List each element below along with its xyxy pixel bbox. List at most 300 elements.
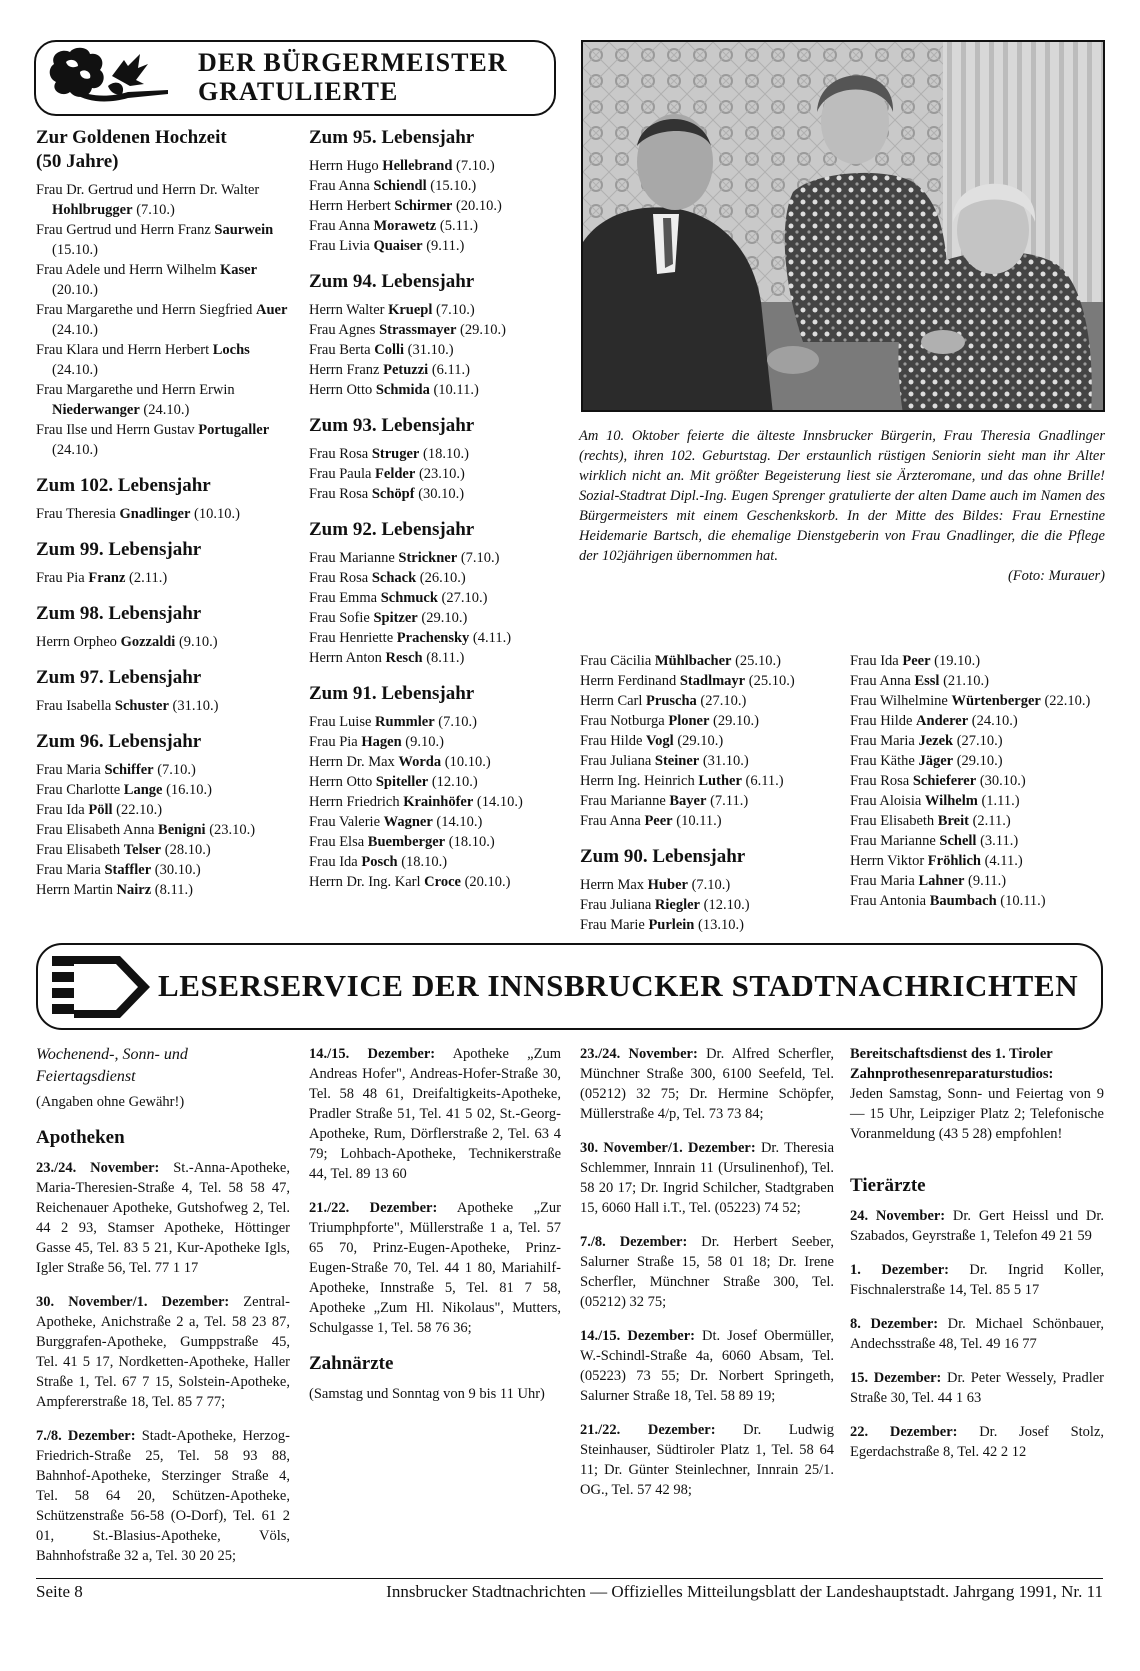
entry-date: 8. Dezember: xyxy=(850,1316,939,1332)
entry-prefix: Frau Käthe xyxy=(850,753,919,769)
entry-prefix: Frau Berta xyxy=(309,342,375,358)
entry-surname: Gnadlinger xyxy=(119,506,191,522)
entry-surname: Bayer xyxy=(669,793,707,809)
entry-prefix: Herrn Orpheo xyxy=(36,634,121,650)
list-item xyxy=(36,340,294,380)
entry-prefix: Frau Maria xyxy=(850,733,919,749)
photo-caption xyxy=(579,426,1105,586)
list-item xyxy=(36,420,294,460)
entry-date: (1.11.) xyxy=(977,793,1020,809)
entry-prefix: Herrn Max xyxy=(580,877,648,893)
entry-date: 30. November/1. Dezember: xyxy=(36,1294,230,1310)
list-item xyxy=(36,300,294,340)
tierarzt-entry-3 xyxy=(850,1314,1104,1354)
entry-surname: Telser xyxy=(123,842,162,858)
entry-date: 23./24. November: xyxy=(36,1160,160,1176)
entry-date: (27.10.) xyxy=(953,733,1003,749)
entry-date: 24. November: xyxy=(850,1208,946,1224)
list-item xyxy=(580,771,838,791)
entry-prefix: Frau Elisabeth xyxy=(36,842,124,858)
entry-prefix: Herrn Walter xyxy=(309,302,389,318)
entry-surname: Colli xyxy=(374,342,405,358)
entry-surname: Essl xyxy=(914,673,940,689)
entry-surname: Mühlbacher xyxy=(654,653,732,669)
zahnarzt-entry-4 xyxy=(580,1326,834,1406)
entry-date: (7.10.) xyxy=(452,158,495,174)
footer-rule xyxy=(36,1578,1103,1579)
entry-date: 14./15. Dezember: xyxy=(580,1328,695,1344)
entry-surname: Schmuck xyxy=(380,590,438,606)
entry-date: (20.10.) xyxy=(452,198,502,214)
entry-prefix: Frau Juliana xyxy=(580,753,655,769)
entry-prefix: Frau Dr. Gertrud und Herrn Dr. Walter xyxy=(36,182,260,198)
entry-surname: Portugaller xyxy=(198,422,270,438)
list-item xyxy=(850,731,1105,751)
entry-date: (10.11.) xyxy=(672,813,722,829)
list-96 xyxy=(36,760,294,900)
heading-98: Zum 98. Lebensjahr xyxy=(36,603,202,624)
entry-surname: Rummler xyxy=(375,714,435,730)
entry-surname: Peer xyxy=(902,653,931,669)
entry-surname: Posch xyxy=(361,854,398,870)
entry-date: (24.10.) xyxy=(968,713,1018,729)
list-item xyxy=(36,568,294,588)
entry-surname: Lochs xyxy=(212,342,250,358)
entry-surname: Auer xyxy=(255,302,288,318)
service-column-3 xyxy=(580,1044,834,1500)
entry-date: (22.10.) xyxy=(1040,693,1091,709)
entry-date: (14.10.) xyxy=(473,794,523,810)
entry-date: (10.10.) xyxy=(441,754,491,770)
entry-date: (24.10.) xyxy=(52,322,98,338)
entry-date: (28.10.) xyxy=(161,842,211,858)
list-item xyxy=(580,751,838,771)
entry-date: (27.10.) xyxy=(696,693,747,709)
entry-date: (10.11.) xyxy=(996,893,1046,909)
list-item xyxy=(36,840,294,860)
rose-logo-icon xyxy=(48,46,180,110)
entry-prefix: Frau Elsa xyxy=(309,834,368,850)
zahnarzt-entry-1 xyxy=(580,1044,834,1124)
entry-prefix: Frau Maria xyxy=(36,862,105,878)
entry-date: (6.11.) xyxy=(428,362,470,378)
entry-prefix: Frau Anna xyxy=(309,178,374,194)
entry-date: 7./8. Dezember: xyxy=(580,1234,688,1250)
entry-prefix: Frau Gertrud und Herrn Franz xyxy=(36,222,215,238)
heading-95: Zum 95. Lebensjahr xyxy=(309,127,475,148)
list-item xyxy=(309,548,567,568)
entry-surname: Resch xyxy=(385,650,423,666)
entry-surname: Nairz xyxy=(116,882,152,898)
list-item xyxy=(309,712,567,732)
list-item xyxy=(309,340,567,360)
prothese-text: Jeden Samstag, Sonn- und Feiertag von 9 — 15 Uhr, Leipziger Platz 2; Telefonische Voranmeldung (43 5 28) empfohlen! xyxy=(850,1086,1104,1142)
list-94 xyxy=(309,300,567,400)
entry-prefix: Herrn Viktor xyxy=(850,853,928,869)
entry-date: (7.10.) xyxy=(432,302,475,318)
list-item xyxy=(309,628,567,648)
entry-surname: Krainhöfer xyxy=(403,794,474,810)
list-item xyxy=(36,380,294,420)
apotheke-entry-4 xyxy=(309,1044,561,1184)
entry-prefix: Herrn Dr. Max xyxy=(309,754,399,770)
entry-date: 23./24. November: xyxy=(580,1046,698,1062)
entry-surname: Prachensky xyxy=(396,630,470,646)
tierarzt-entry-1 xyxy=(850,1206,1104,1246)
entry-prefix: Herrn Ferdinand xyxy=(580,673,680,689)
service-intro-title: Wochenend-, Sonn- und Feiertagsdienst xyxy=(36,1046,188,1085)
heading-zahnaerzte: Zahnärzte xyxy=(309,1353,394,1374)
entry-surname: Riegler xyxy=(654,897,700,913)
entry-date: (30.10.) xyxy=(414,486,465,502)
pencil-logo-icon xyxy=(50,952,155,1022)
list-item xyxy=(309,792,567,812)
entry-prefix: Frau Margarethe und Herrn Erwin xyxy=(36,382,235,398)
entry-prefix: Herrn Ing. Heinrich xyxy=(580,773,699,789)
entry-date: (30.10.) xyxy=(976,773,1026,789)
list-item xyxy=(309,156,567,176)
entry-date: (30.10.) xyxy=(151,862,201,878)
entry-surname: Stadlmayr xyxy=(679,673,746,689)
entry-date: (19.10.) xyxy=(930,653,981,669)
entry-date: (27.10.) xyxy=(437,590,488,606)
entry-date: (7.11.) xyxy=(706,793,749,809)
list-item xyxy=(580,791,838,811)
entry-prefix: Frau Henriette xyxy=(309,630,397,646)
column-1 xyxy=(36,126,294,900)
entry-text: Dr. Theresia Schlemmer, Innrain 11 (Ursulinenhof), Tel. 58 20 17; Dr. Ingrid Schilcher, Stadtgraben 15, 6060 Hall i.T., Tel. (05223) 74 52; xyxy=(580,1140,835,1216)
entry-prefix: Frau Rosa xyxy=(309,570,372,586)
entry-prefix: Herrn Otto xyxy=(309,382,376,398)
entry-date: 21./22. Dezember: xyxy=(580,1422,716,1438)
entry-surname: Lahner xyxy=(918,873,965,889)
list-item xyxy=(309,852,567,872)
list-item xyxy=(580,691,838,711)
list-item xyxy=(850,691,1105,711)
entry-date: 14./15. Dezember: xyxy=(309,1046,436,1062)
entry-date: (9.11.) xyxy=(422,238,465,254)
entry-text: Apotheke „Zum Andreas Hofer", Andreas-Hofer-Straße 30, Tel. 58 48 61, Dreifaltigkeits-Apotheke, Pradler Straße 51, Tel. 41 5 02, St.-Georg-Apotheke, Rum, Dörflerstraße 2, Tel. 63 4 79; Lohbach-Apotheke, Technikerstraße 44, Tel. 89 13 60 xyxy=(309,1046,561,1182)
caption-text: Am 10. Oktober feierte die älteste Innsbrucker Bürgerin, Frau Theresia Gnadlinger (rechts), ihren 102. Geburtstag. Der erstaunlich rüstigen Seniorin sieht man ihr Alter wirklich nicht an. Mit größter Begeisterung liest sie Ärzteromane, und das ohne Brille! Sozial-Stadtrat Dipl.-Ing. Eugen Sprenger gratulierte der alten Dame auch im Namen des Bürgermeisters mit einem Geschenkskorb. In der Mitte des Bildes: Frau Ernestine Heidemarie Bartsch, die ehemalige Dienstgeberin von Frau Gnadlinger, die die Pflege der 102jährigen übernommen hat. xyxy=(579,428,1105,564)
entry-prefix: Frau Antonia xyxy=(850,893,930,909)
list-item xyxy=(309,872,567,892)
entry-prefix: Frau Hilde xyxy=(850,713,917,729)
entry-prefix: Herrn Franz xyxy=(309,362,384,378)
entry-prefix: Frau Theresia xyxy=(36,506,120,522)
list-item xyxy=(580,711,838,731)
list-95 xyxy=(309,156,567,256)
entry-prefix: Frau Ida xyxy=(36,802,89,818)
entry-prefix: Frau Wilhelmine xyxy=(850,693,952,709)
entry-prefix: Frau Klara und Herrn Herbert xyxy=(36,342,213,358)
entry-prefix: Herrn Martin xyxy=(36,882,117,898)
entry-date: (9.10.) xyxy=(175,634,218,650)
list-item xyxy=(36,260,294,300)
header-title xyxy=(198,48,508,106)
entry-date: (25.10.) xyxy=(731,653,781,669)
entry-text: Stadt-Apotheke, Herzog-Friedrich-Straße 25, Tel. 58 93 88, Bahnhof-Apotheke, Sterzinger Straße 4, Tel. 58 64 20, Schützen-Apotheke, Schützenstraße 56-58 (O-Dorf), Tel. 61 2 01, St.-Blasius-Apotheke, Völs, Bahnhofstraße 32 a, Tel. 30 20 25; xyxy=(36,1428,290,1564)
entry-prefix: Frau Margarethe und Herrn Siegfried xyxy=(36,302,256,318)
entry-prefix: Herrn Anton xyxy=(309,650,386,666)
entry-date: (24.10.) xyxy=(52,362,98,378)
list-item xyxy=(309,196,567,216)
entry-date: (5.11.) xyxy=(436,218,478,234)
entry-date: 22. Dezember: xyxy=(850,1424,958,1440)
entry-surname: Schieferer xyxy=(912,773,977,789)
entry-text: Zentral-Apotheke, Anichstraße 2 a, Tel. 58 23 87, Burggrafen-Apotheke, Gumppstraße 45, Tel. 41 5 17, Nordketten-Apotheke, Haller Straße 1, Tel. 67 7 15, Solstein-Apotheke, Ampfererstraße 18, Tel. 85 7 77; xyxy=(36,1294,290,1410)
entry-date: (22.10.) xyxy=(112,802,163,818)
heading-96: Zum 96. Lebensjahr xyxy=(36,731,202,752)
list-item xyxy=(309,772,567,792)
entry-surname: Hohlbrugger xyxy=(52,202,133,218)
entry-prefix: Frau Charlotte xyxy=(36,782,124,798)
entry-prefix: Herrn Hugo xyxy=(309,158,383,174)
entry-date: (24.10.) xyxy=(139,402,190,418)
entry-surname: Steiner xyxy=(654,753,700,769)
entry-text: Dr. Ludwig Steinhauser, Südtiroler Platz 1, Tel. 58 64 11; Dr. Günter Steinlechner, Innrain 25/1. OG., Tel. 57 42 98; xyxy=(580,1422,835,1498)
heading-99: Zum 99. Lebensjahr xyxy=(36,539,202,560)
entry-prefix: Frau Luise xyxy=(309,714,376,730)
entry-prefix: Herrn Herbert xyxy=(309,198,395,214)
entry-surname: Schöpf xyxy=(371,486,415,502)
entry-surname: Peer xyxy=(644,813,673,829)
entry-date: (31.10.) xyxy=(168,698,219,714)
entry-surname: Wagner xyxy=(383,814,433,830)
zahnarzt-entry-5 xyxy=(580,1420,834,1500)
entry-text: Dr. Peter Wessely, Pradler Straße 30, Tel. 44 1 63 xyxy=(850,1370,1105,1406)
entry-surname: Gozzaldi xyxy=(120,634,176,650)
entry-date: (21.10.) xyxy=(939,673,989,689)
entry-prefix: Herrn Carl xyxy=(580,693,647,709)
entry-date: (20.10.) xyxy=(52,282,98,298)
list-99 xyxy=(36,568,294,588)
entry-surname: Staffler xyxy=(104,862,152,878)
tierarzt-entry-5 xyxy=(850,1422,1104,1462)
entry-surname: Schmida xyxy=(375,382,430,398)
entry-prefix: Frau Elisabeth xyxy=(850,813,938,829)
entry-surname: Petuzzi xyxy=(383,362,429,378)
caption-credit: (Foto: Murauer) xyxy=(1007,568,1105,584)
heading-line: Zur Goldenen Hochzeit xyxy=(36,127,227,148)
list-item xyxy=(36,632,294,652)
entry-surname: Felder xyxy=(375,466,416,482)
list-item xyxy=(309,648,567,668)
list-item xyxy=(580,651,838,671)
entry-text: Apotheke „Zur Triumphpforte", Müllerstraße 1 a, Tel. 57 65 70, Prinz-Eugen-Apotheke, Prinz-Eugen-Straße 70, Tel. 44 1 80, Mariahilf-Apotheke, Innstraße 5, Tel. 81 7 58, Apotheke „Zum Hl. Nikolaus", Mutters, Schulgasse 1, Tel. 58 76 36; xyxy=(309,1200,561,1336)
entry-date: (4.11.) xyxy=(469,630,512,646)
entry-prefix: Frau Maria xyxy=(36,762,105,778)
entry-surname: Kruepl xyxy=(388,302,433,318)
entry-date: (12.10.) xyxy=(428,774,478,790)
entry-surname: Croce xyxy=(424,874,461,890)
list-item xyxy=(850,871,1105,891)
list-item xyxy=(36,820,294,840)
list-item xyxy=(309,380,567,400)
list-item xyxy=(309,832,567,852)
entry-prefix: Frau Hilde xyxy=(580,733,647,749)
entry-date: (23.10.) xyxy=(205,822,256,838)
entry-date: (9.11.) xyxy=(964,873,1007,889)
entry-surname: Hagen xyxy=(361,734,402,750)
entry-surname: Benigni xyxy=(158,822,206,838)
entry-surname: Luther xyxy=(698,773,742,789)
list-goldene-hochzeit xyxy=(36,180,294,460)
entry-date: 30. November/1. Dezember: xyxy=(580,1140,756,1156)
entry-prefix: Frau Paula xyxy=(309,466,376,482)
column-2 xyxy=(309,126,567,892)
entry-date: (29.10.) xyxy=(673,733,724,749)
prothese-title: Bereitschaftsdienst des 1. Tiroler Zahnprothesenreparaturstudios: xyxy=(850,1046,1054,1082)
entry-text: Dt. Josef Obermüller, W.-Schindl-Straße 4a, 6060 Absam, Tel. (05223) 73 55; Dr. Norbert Springeth, Salurner Straße 18, Tel. 58 89 19; xyxy=(580,1328,835,1404)
list-item xyxy=(309,236,567,256)
entry-surname: Saurwein xyxy=(214,222,274,238)
list-item xyxy=(36,180,294,220)
entry-surname: Schiendl xyxy=(373,178,427,194)
footer-publication-title: Innsbrucker Stadtnachrichten — Offizielles Mitteilungsblatt der Landeshauptstadt. Jahrgang 1991, Nr. 11 xyxy=(386,1582,1103,1601)
list-item xyxy=(580,671,838,691)
entry-date: (6.11.) xyxy=(741,773,784,789)
entry-surname: Morawetz xyxy=(373,218,437,234)
list-continued xyxy=(580,651,838,831)
entry-date: (2.11.) xyxy=(125,570,168,586)
heading-93: Zum 93. Lebensjahr xyxy=(309,415,475,436)
entry-text: Dr. Michael Schönbauer, Andechsstraße 48, Tel. 49 16 77 xyxy=(850,1316,1104,1352)
entry-surname: Worda xyxy=(398,754,442,770)
service-column-4 xyxy=(850,1044,1104,1462)
entry-text: Dr. Josef Stolz, Egerdachstraße 8, Tel. 42 2 12 xyxy=(850,1424,1105,1460)
entry-surname: Buemberger xyxy=(367,834,446,850)
entry-surname: Jäger xyxy=(918,753,954,769)
entry-date: 1. Dezember: xyxy=(850,1262,949,1278)
list-item xyxy=(36,760,294,780)
list-item xyxy=(309,608,567,628)
entry-surname: Schirmer xyxy=(394,198,453,214)
list-item xyxy=(309,588,567,608)
heading-97: Zum 97. Lebensjahr xyxy=(36,667,202,688)
entry-prefix: Frau Adele und Herrn Wilhelm xyxy=(36,262,220,278)
entry-surname: Struger xyxy=(371,446,420,462)
heading-tieraerzte: Tierärzte xyxy=(850,1175,926,1196)
list-item xyxy=(36,780,294,800)
entry-prefix: Frau Emma xyxy=(309,590,381,606)
entry-date: 15. Dezember: xyxy=(850,1370,942,1386)
list-item xyxy=(850,851,1105,871)
list-item xyxy=(850,831,1105,851)
list-91 xyxy=(309,712,567,892)
list-item xyxy=(309,732,567,752)
entry-prefix: Frau Anna xyxy=(580,813,645,829)
entry-date: (23.10.) xyxy=(415,466,465,482)
list-item xyxy=(309,176,567,196)
entry-surname: Schell xyxy=(939,833,977,849)
list-item xyxy=(580,915,838,935)
entry-surname: Schack xyxy=(371,570,417,586)
list-item xyxy=(309,464,567,484)
entry-prefix: Frau Pia xyxy=(36,570,89,586)
entry-surname: Huber xyxy=(647,877,688,893)
entry-date: (29.10.) xyxy=(456,322,506,338)
list-item xyxy=(36,880,294,900)
list-item xyxy=(36,504,294,524)
entry-text: Dr. Ingrid Koller, Fischnalerstraße 14, Tel. 85 5 17 xyxy=(850,1262,1104,1298)
heading-90: Zum 90. Lebensjahr xyxy=(580,846,746,867)
entry-date: (7.10.) xyxy=(687,877,731,893)
list-item xyxy=(36,220,294,260)
list-90 xyxy=(580,875,838,935)
entry-text: Dr. Gert Heissl und Dr. Szabados, Geyrstraße 1, Telefon 49 21 59 xyxy=(850,1208,1104,1244)
entry-surname: Pöll xyxy=(88,802,113,818)
apotheke-entry-1 xyxy=(36,1158,290,1278)
entry-prefix: Frau Ida xyxy=(309,854,362,870)
entry-date: (3.11.) xyxy=(976,833,1019,849)
list-item xyxy=(850,711,1105,731)
entry-prefix: Frau Marie xyxy=(580,917,649,933)
zahnaerzte-note: (Samstag und Sonntag von 9 bis 11 Uhr) xyxy=(309,1386,545,1402)
entry-prefix: Frau Marianne xyxy=(309,550,399,566)
entry-text: Dr. Alfred Scherfler, Münchner Straße 300, 6100 Seefeld, Tel. (05212) 32 75; Dr. Hermine Schöpfer, Müllerstraße 4/p, Tel. 73 73 84; xyxy=(580,1046,834,1122)
entry-surname: Quaiser xyxy=(373,238,423,254)
entry-surname: Spiteller xyxy=(375,774,429,790)
list-item xyxy=(309,568,567,588)
entry-date: (18.10.) xyxy=(445,834,495,850)
entry-prefix: Frau Valerie xyxy=(309,814,384,830)
entry-surname: Spitzer xyxy=(373,610,418,626)
entry-date: (18.10.) xyxy=(397,854,448,870)
list-item xyxy=(309,812,567,832)
list-item xyxy=(850,811,1105,831)
entry-surname: Fröhlich xyxy=(927,853,981,869)
list-item xyxy=(309,444,567,464)
entry-surname: Pruscha xyxy=(646,693,697,709)
entry-date: (12.10.) xyxy=(700,897,750,913)
list-102 xyxy=(36,504,294,524)
zahnarzt-entry-2 xyxy=(580,1138,834,1218)
header-title-line2: GRATULIERTE xyxy=(198,77,399,106)
entry-surname: Strassmayer xyxy=(379,322,457,338)
entry-date: (8.11.) xyxy=(422,650,465,666)
entry-prefix: Frau Anna xyxy=(309,218,374,234)
entry-date: (2.11.) xyxy=(968,813,1011,829)
entry-prefix: Frau Pia xyxy=(309,734,362,750)
entry-text: Dr. Herbert Seeber, Salurner Straße 15, 58 01 18; Dr. Irene Scherfler, Münchner Straße 300, Tel. (05212) 32 75; xyxy=(580,1234,834,1310)
list-93 xyxy=(309,444,567,504)
entry-surname: Schiffer xyxy=(104,762,154,778)
entry-prefix: Herrn Friedrich xyxy=(309,794,404,810)
list-item xyxy=(36,860,294,880)
list-92 xyxy=(309,548,567,668)
entry-date: (29.10.) xyxy=(709,713,759,729)
entry-date: (7.10.) xyxy=(434,714,477,730)
entry-date: (25.10.) xyxy=(745,673,795,689)
photo-birthday xyxy=(581,40,1105,412)
entry-date: (15.10.) xyxy=(426,178,477,194)
heading-91: Zum 91. Lebensjahr xyxy=(309,683,475,704)
entry-prefix: Frau Ida xyxy=(850,653,903,669)
photo-illustration xyxy=(583,42,1105,412)
entry-date: (20.10.) xyxy=(460,874,511,890)
entry-date: (18.10.) xyxy=(419,446,469,462)
heading-line: (50 Jahre) xyxy=(36,151,119,172)
entry-date: (24.10.) xyxy=(52,442,98,458)
entry-prefix: Frau Isabella xyxy=(36,698,115,714)
entry-date: (31.10.) xyxy=(699,753,749,769)
tierarzt-entry-2 xyxy=(850,1260,1104,1300)
entry-prefix: Frau Rosa xyxy=(850,773,913,789)
list-item xyxy=(309,484,567,504)
list-item xyxy=(36,800,294,820)
heading-94: Zum 94. Lebensjahr xyxy=(309,271,475,292)
entry-surname: Purlein xyxy=(648,917,695,933)
